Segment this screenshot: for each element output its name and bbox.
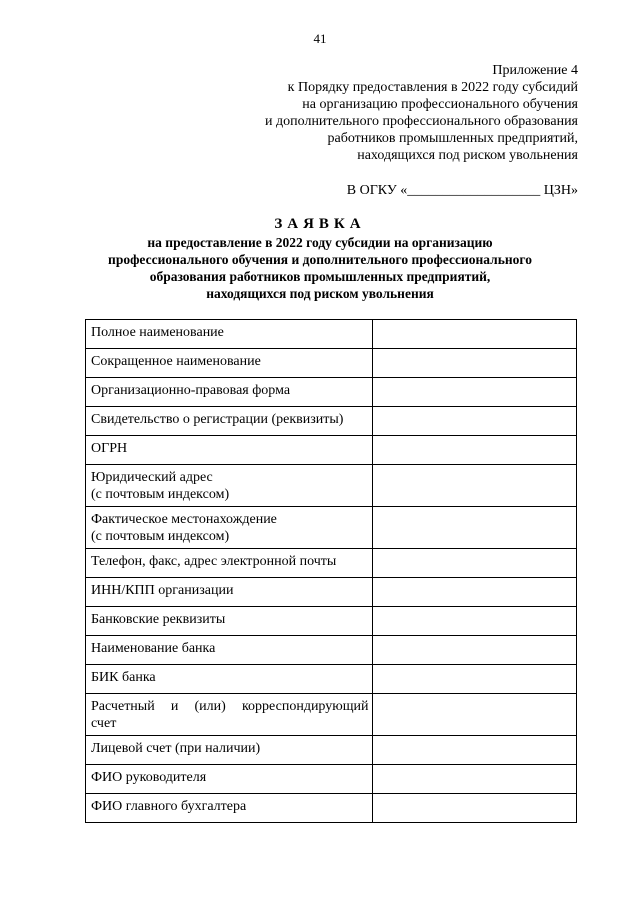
field-label: Лицевой счет (при наличии) (91, 741, 261, 756)
appendix-line: находящихся под риском увольнения (357, 148, 578, 163)
field-label: ФИО руководителя (91, 770, 207, 785)
field-label-cell (86, 578, 373, 607)
document-subtitle-line: профессионального обучения и дополнительного профессионального (108, 252, 532, 267)
field-label-cell (86, 694, 373, 736)
field-value-cell[interactable] (373, 736, 577, 765)
field-label-cell (86, 794, 373, 823)
table-row (86, 736, 577, 765)
field-value-cell[interactable] (373, 320, 577, 349)
table-row (86, 320, 577, 349)
field-label: БИК банка (91, 670, 156, 685)
appendix-line: Приложение 4 (492, 63, 578, 78)
field-label-cell (86, 665, 373, 694)
appendix-line: и дополнительного профессионального образования (265, 114, 578, 129)
field-value-cell[interactable] (373, 507, 577, 549)
document-title: ЗАЯВКА (274, 216, 366, 232)
appendix-line: на организацию профессионального обучения (302, 97, 578, 112)
field-label: Сокращенное наименование (91, 354, 261, 369)
field-value-cell[interactable] (373, 636, 577, 665)
field-value-cell[interactable] (373, 694, 577, 736)
field-label: (с почтовым индексом) (91, 529, 230, 544)
field-label: Телефон, факс, адрес электронной почты (91, 554, 337, 569)
field-label-cell (86, 507, 373, 549)
application-form-table (85, 319, 577, 823)
field-value-cell[interactable] (373, 407, 577, 436)
appendix-line: к Порядку предоставления в 2022 году субсидий (287, 80, 578, 95)
recipient-line: В ОГКУ «___________________ ЦЗН» (346, 183, 578, 198)
table-row (86, 607, 577, 636)
document-subtitle-line: находящихся под риском увольнения (206, 286, 434, 301)
field-label: Банковские реквизиты (91, 612, 226, 627)
field-value-cell[interactable] (373, 665, 577, 694)
field-value-cell[interactable] (373, 794, 577, 823)
field-value-cell[interactable] (373, 465, 577, 507)
field-value-cell[interactable] (373, 578, 577, 607)
field-label: Фактическое местонахождение (91, 512, 277, 527)
field-label: ОГРН (91, 441, 128, 456)
field-label-cell (86, 436, 373, 465)
field-label: Полное наименование (91, 325, 224, 340)
appendix-block (265, 62, 578, 164)
field-value-cell[interactable] (373, 607, 577, 636)
document-subtitle-line: на предоставление в 2022 году субсидии на организацию (147, 235, 493, 250)
field-label: ИНН/КПП организации (91, 583, 234, 598)
field-label: ФИО главного бухгалтера (91, 799, 247, 814)
field-label-cell (86, 320, 373, 349)
field-label-cell (86, 407, 373, 436)
field-label: Юридический адрес (91, 470, 213, 485)
table-row (86, 378, 577, 407)
document-subtitle-line: образования работников промышленных предприятий, (149, 269, 491, 284)
table-row (86, 436, 577, 465)
table-row (86, 349, 577, 378)
field-label-cell (86, 607, 373, 636)
table-row (86, 765, 577, 794)
table-row (86, 694, 577, 736)
page-number: 41 (313, 31, 327, 46)
field-label: Наименование банка (91, 641, 216, 656)
table-row (86, 665, 577, 694)
table-row (86, 407, 577, 436)
field-label: (с почтовым индексом) (91, 487, 230, 502)
field-label: Свидетельство о регистрации (реквизиты) (91, 412, 344, 427)
field-label-cell (86, 736, 373, 765)
field-label-cell (86, 465, 373, 507)
field-value-cell[interactable] (373, 765, 577, 794)
document-heading (0, 215, 640, 302)
table-row (86, 578, 577, 607)
field-label-cell (86, 378, 373, 407)
field-label: Расчетный и (или) корреспондирующий (91, 699, 369, 714)
field-label-cell (86, 765, 373, 794)
field-value-cell[interactable] (373, 436, 577, 465)
field-label: Организационно-правовая форма (91, 383, 291, 398)
field-label-cell (86, 636, 373, 665)
field-value-cell[interactable] (373, 549, 577, 578)
field-value-cell[interactable] (373, 378, 577, 407)
table-row (86, 794, 577, 823)
field-label: счет (91, 716, 117, 731)
table-row (86, 636, 577, 665)
table-row (86, 549, 577, 578)
field-value-cell[interactable] (373, 349, 577, 378)
appendix-line: работников промышленных предприятий, (327, 131, 578, 146)
field-label-cell (86, 349, 373, 378)
table-row (86, 465, 577, 507)
table-row (86, 507, 577, 549)
field-label-cell (86, 549, 373, 578)
